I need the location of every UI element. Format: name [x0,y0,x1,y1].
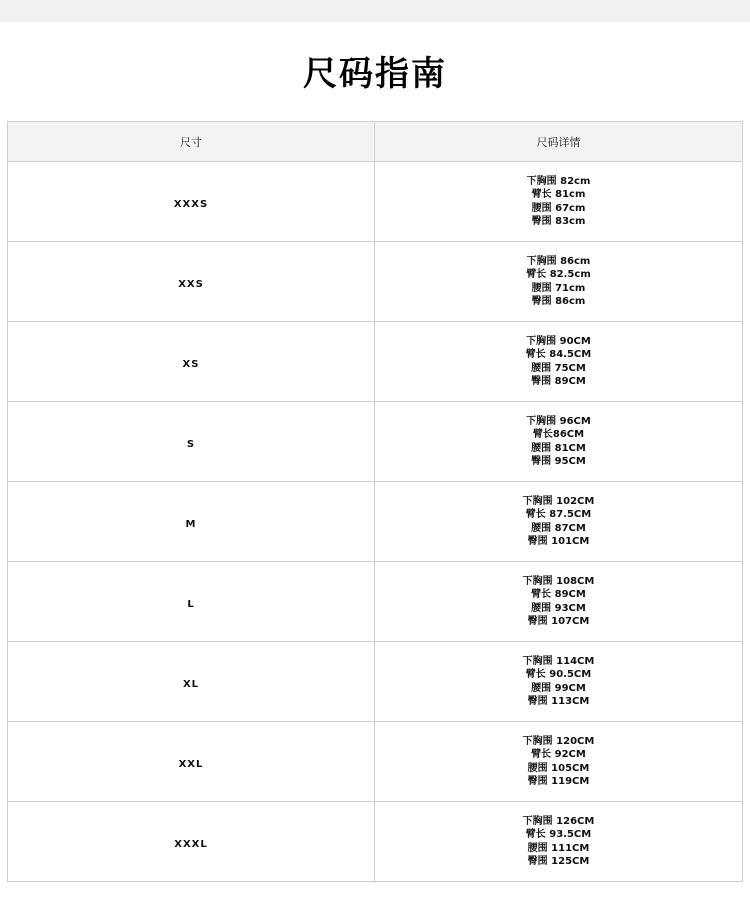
measurement-line: 臀围 113CM [527,696,590,707]
size-details-cell [375,642,743,722]
measurement-line: 臀围 95CM [531,456,586,467]
measurement-line: 下胸围 96CM [526,415,591,427]
size-details-cell [375,162,743,242]
size-label: XXXL [174,839,208,850]
size-details-cell [375,482,743,562]
measurement-line: 臂长 92CM [531,749,586,760]
size-guide-table [7,121,743,882]
measurement-line: 臂长86CM [532,429,585,440]
measurement-list [526,335,591,389]
measurement-line: 下胸围 82cm [526,175,591,187]
table-row [8,642,743,722]
top-bar [0,0,750,22]
measurement-line: 下胸围 90CM [526,335,591,347]
table-row [8,162,743,242]
measurement-line: 腰围 93CM [531,602,586,614]
measurement-list [527,175,591,229]
measurement-line: 臀围 86cm [531,296,586,307]
header-size: 尺寸 [8,122,375,162]
size-cell [8,802,375,882]
measurement-line: 臀围 107CM [527,616,590,627]
table-row [8,722,743,802]
size-cell [8,562,375,642]
table-row [8,402,743,482]
size-details-cell [375,802,743,882]
measurement-line: 下胸围 120CM [522,735,595,747]
size-cell [8,482,375,562]
measurement-line: 臀围 101CM [527,536,590,547]
size-label: L [187,599,195,610]
measurement-line: 臂长 90.5CM [525,669,592,680]
measurement-list [526,415,591,469]
size-label: XS [182,359,200,370]
measurement-line: 腰围 105CM [527,762,590,774]
page-title: 尺码指南 [303,54,447,94]
size-label: XXXS [173,199,209,210]
measurement-line: 腰围 81CM [531,442,586,454]
measurement-line: 下胸围 114CM [522,655,595,667]
size-details-cell [375,242,743,322]
table-row [8,242,743,322]
measurement-list [523,495,595,549]
measurement-line: 腰围 111CM [527,842,590,854]
measurement-line: 臂长 81cm [531,189,586,200]
measurement-line: 下胸围 108CM [522,575,595,587]
measurement-line: 臀围 125CM [527,856,590,867]
measurement-line: 臀围 119CM [527,776,590,787]
table-row [8,562,743,642]
size-label: M [185,519,197,530]
size-label: S [186,439,196,450]
measurement-line: 臂长 82.5cm [526,269,591,280]
size-label: XXS [178,279,204,290]
measurement-line: 臂长 93.5CM [525,829,592,840]
measurement-line: 下胸围 102CM [522,495,595,507]
measurement-line: 臀围 83cm [531,216,586,227]
measurement-line: 臂长 89CM [531,589,586,600]
measurement-list [523,815,595,869]
measurement-line: 腰围 75CM [531,362,586,374]
table-body [8,162,743,882]
header-size-details: 尺码详情 [375,122,743,162]
size-label: XL [182,679,200,690]
size-cell [8,722,375,802]
measurement-line: 腰围 87CM [531,522,586,534]
measurement-line: 腰围 67cm [531,202,586,214]
table-row [8,482,743,562]
size-details-cell [375,722,743,802]
measurement-line: 下胸围 86cm [526,255,591,267]
measurement-list [523,575,595,629]
measurement-line: 臂长 87.5CM [525,509,592,520]
table-header-row [8,122,743,162]
measurement-line: 臀围 89CM [531,376,586,387]
size-cell [8,642,375,722]
size-cell [8,242,375,322]
measurement-line: 下胸围 126CM [522,815,595,827]
measurement-list [526,255,591,309]
size-cell [8,322,375,402]
size-label: XXL [178,759,204,770]
size-cell [8,402,375,482]
size-cell [8,162,375,242]
measurement-line: 腰围 71cm [531,282,586,294]
measurement-line: 臂长 84.5CM [525,349,592,360]
measurement-list [523,735,595,789]
size-details-cell [375,402,743,482]
table-row [8,802,743,882]
measurement-list [523,655,595,709]
table-row [8,322,743,402]
size-details-cell [375,562,743,642]
size-details-cell [375,322,743,402]
measurement-line: 腰围 99CM [531,682,586,694]
